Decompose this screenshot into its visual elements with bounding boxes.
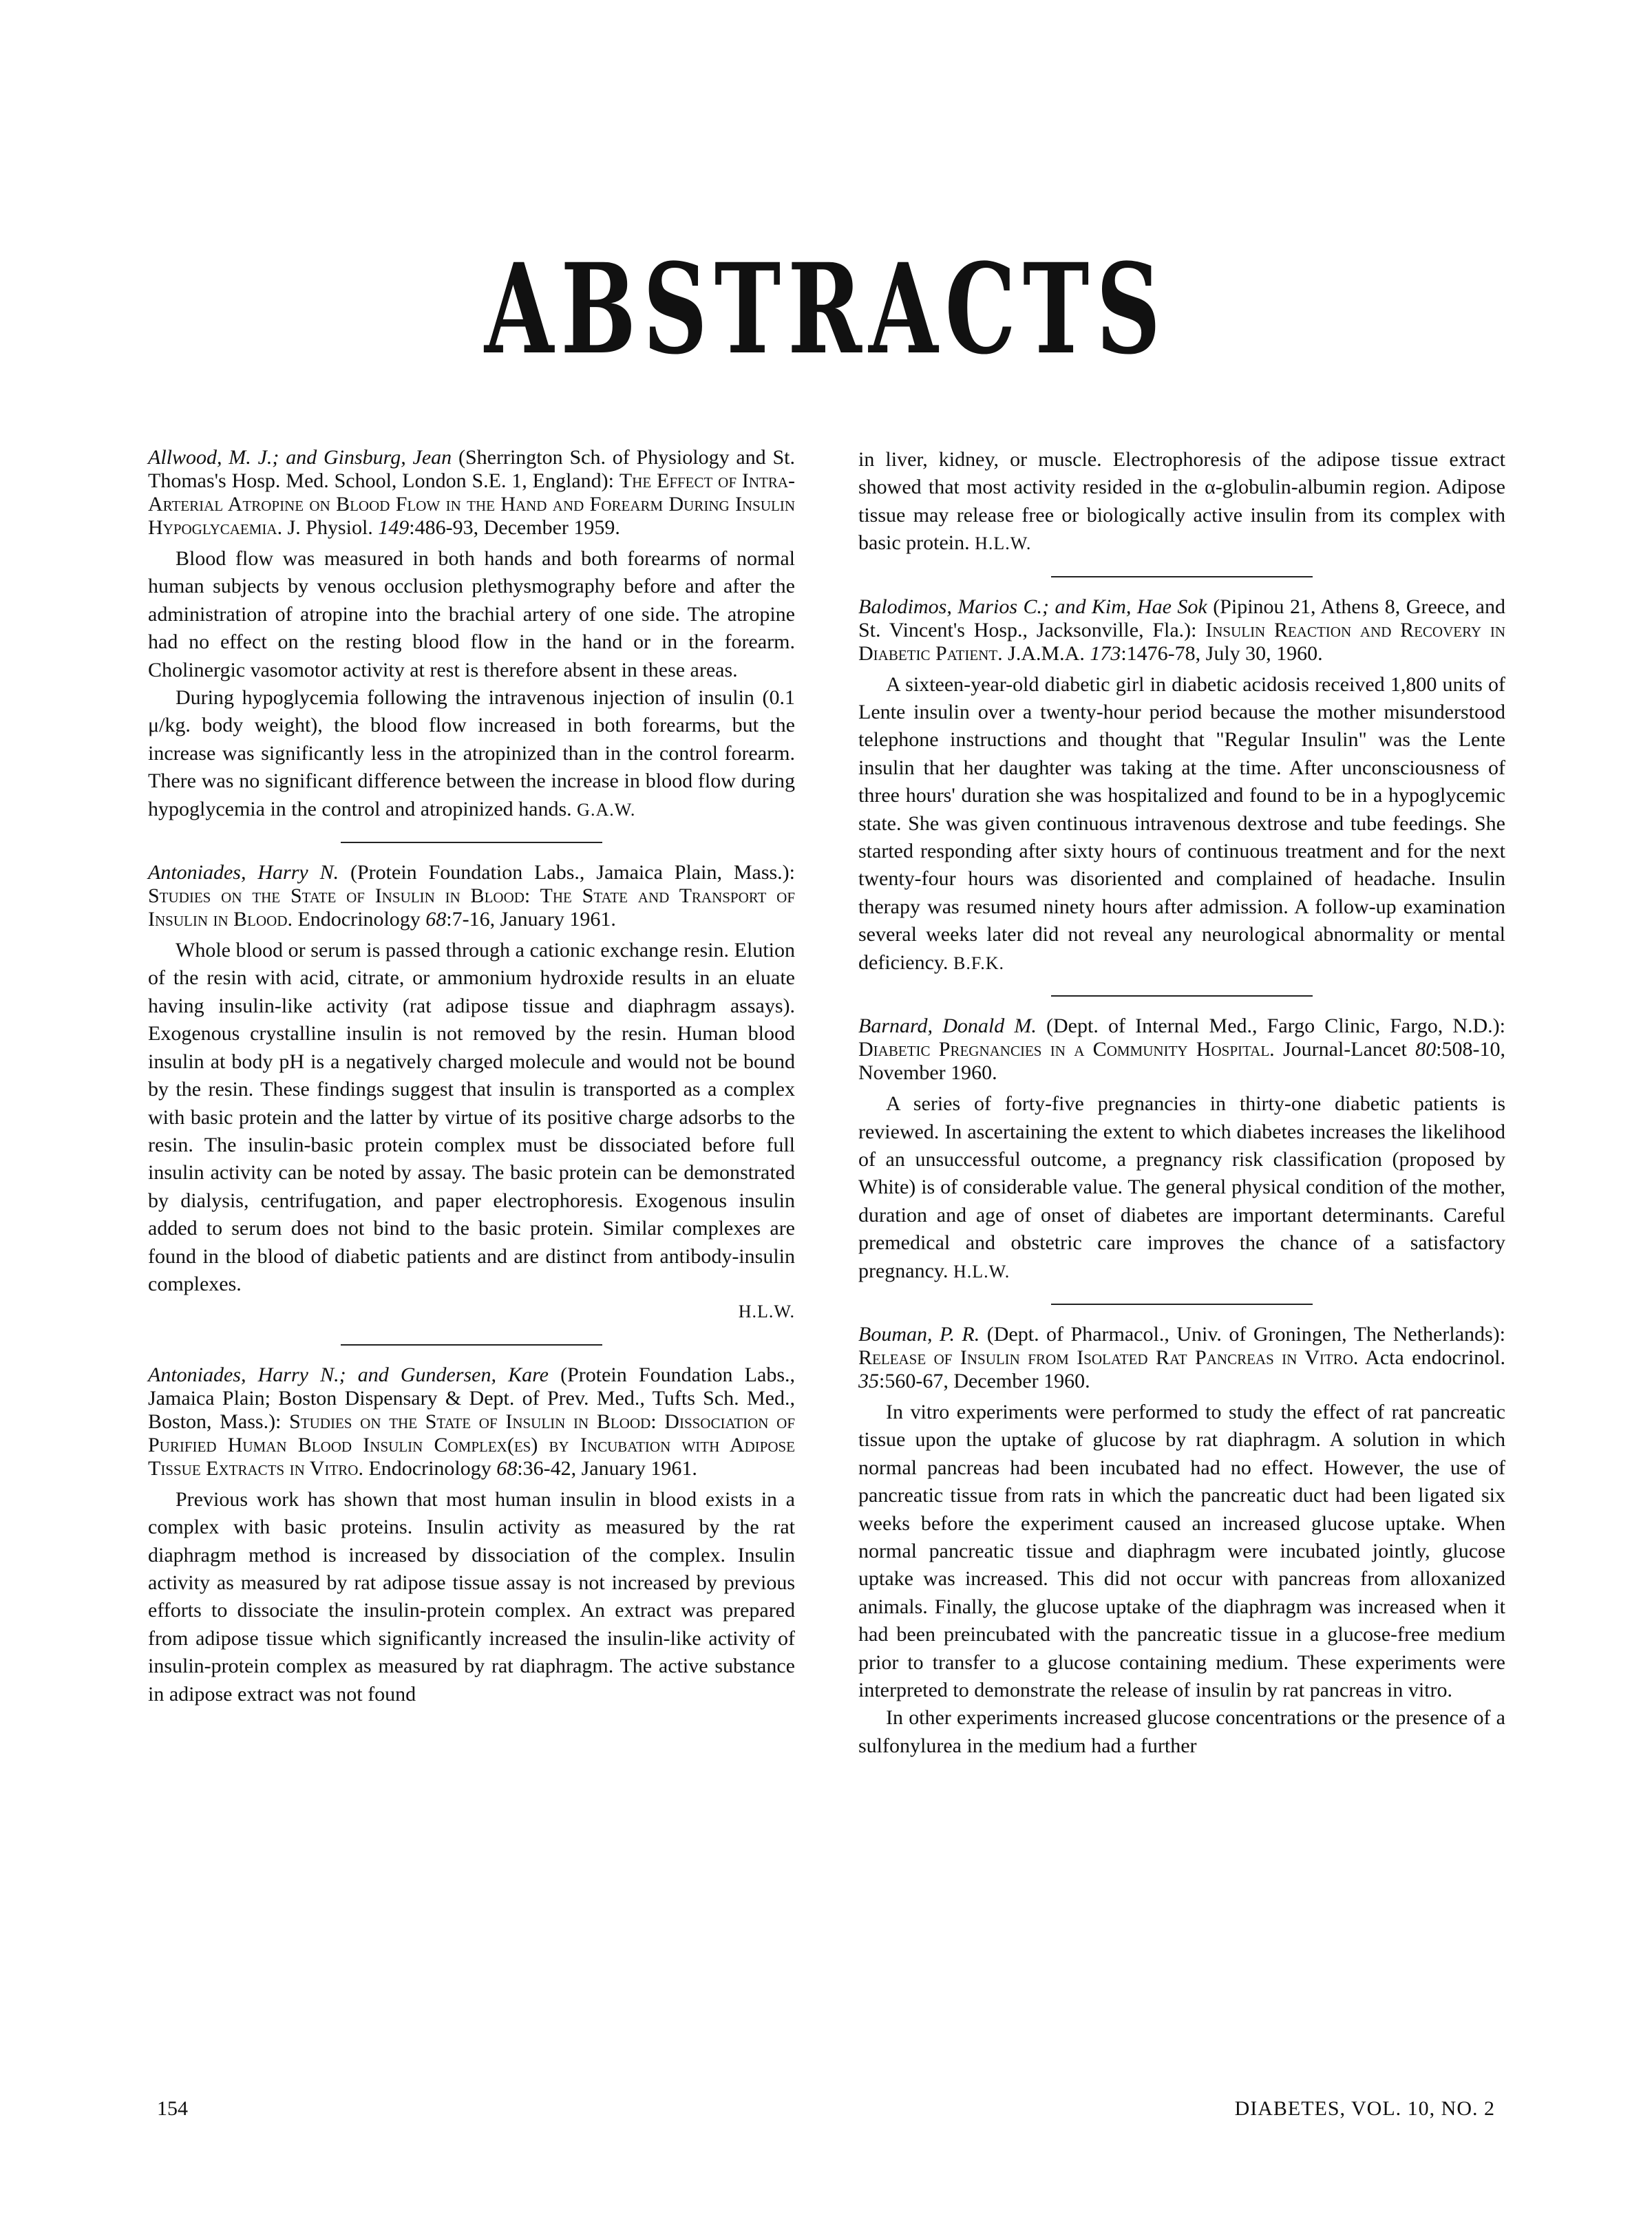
- abstract-paragraph: Whole blood or serum is passed through a cationic exchange resin. Elution of the resin with acid, citrate, or ammonium hydroxide results in an eluate having insulin-like activity (rat adipose tissue and diaphragm assays). Exogenous crystalline insulin is not removed by the resin. Human blood insulin at body pH is a negatively charged molecule and would not be bound by the resin. These findings suggest that insulin is transported as a complex with basic protein and the latter by virtue of its positive charge adsorbs to the resin. The insulin-basic protein complex must be dissociated before full insulin activity can be noted by assay. The basic protein can be demonstrated by dialysis, centrifugation, and paper electrophoresis. Exogenous insulin added to serum does not bind to the basic protein. Similar complexes are found in the blood of diabetic patients and are distinct from antibody-insulin complexes.: [148, 939, 795, 1295]
- abstractor-initials: H.L.W.: [738, 1302, 795, 1322]
- pages-date: :560-67, December 1960.: [879, 1369, 1090, 1392]
- citation: [148, 861, 795, 931]
- citation: [858, 1015, 1505, 1085]
- abstract-allwood: [148, 446, 795, 824]
- citation: [858, 595, 1505, 666]
- abstractor-initials: B.F.K.: [953, 953, 1004, 973]
- abstract-paragraph: Previous work has shown that most human insulin in blood exists in a complex with basic proteins. Insulin activity as measured by the rat diaphragm method is increased by dissociation of the complex. Insulin activity as measured by rat adipose tissue assay is not increased by previous efforts to dissociate the insulin-protein complex. An extract was prepared from adipose tissue which significantly increased the insulin-like activity of insulin-protein complex as measured by rat diaphragm. The active substance in adipose extract was not found: [148, 1487, 795, 1706]
- left-column: [148, 446, 795, 1708]
- abstract-continuation: [858, 446, 1505, 558]
- article-title: Studies on the State of Insulin in Blood: The State and Transport of Insulin in Blood.: [148, 884, 795, 931]
- page-title: ABSTRACTS: [484, 237, 1168, 382]
- volume: 68: [425, 908, 447, 931]
- volume: 173: [1090, 641, 1121, 665]
- abstract-paragraph: Blood flow was measured in both hands and both forearms of normal human subjects by venous occlusion plethysmography before and after the administration of atropine into the brachial artery of one side. The atropine had no effect on the resting blood flow in the hand or in the forearm. Cholinergic vasomotor activity at rest is therefore absent in these areas.: [148, 547, 795, 681]
- abstract-paragraph: [858, 671, 1505, 977]
- paragraph-text: A sixteen-year-old diabetic girl in diabetic acidosis received 1,800 units of Lente insulin over a twenty-hour period because the mother misunderstood telephone instructions and thought that "Regular Insulin" was the Lente insulin that her daughter was taking at the time. After unconsciousness of three hours' duration she was hospitalized and found to be in a hypoglycemic state. She was given continuous intravenous dextrose and tube feedings. She started responding after sixty hours of continuous treatment and for the next twenty-four hours was disoriented and complained of headache. Insulin therapy was resumed ninety hours after admission. A follow-up examination several weeks later did not reveal any neurological abnormality or mental deficiency.: [858, 672, 1505, 974]
- article-title: Release of Insulin from Isolated Rat Pancreas in Vitro.: [858, 1346, 1359, 1369]
- authors: Antoniades, Harry N.; and Gundersen, Kare: [148, 1363, 549, 1386]
- volume: 80: [1415, 1038, 1437, 1061]
- affiliation: (Dept. of Pharmacol., Univ. of Groningen, The Netherlands):: [986, 1322, 1506, 1346]
- affiliation: (Pipinou 21, Athens 8, Greece, and St. Vincent's Hosp., Jacksonville, Fla.):: [858, 595, 1505, 641]
- affiliation: (Protein Foundation Labs., Jamaica Plain, Mass.):: [350, 861, 796, 884]
- divider-rule: [341, 1344, 602, 1346]
- abstract-paragraph: [148, 684, 795, 824]
- abstract-paragraph: In other experiments increased glucose concentrations or the presence of a sulfonylurea in the medium had a further: [858, 1706, 1505, 1757]
- authors: Barnard, Donald M.: [858, 1015, 1037, 1038]
- divider-rule: [341, 842, 602, 843]
- affiliation: (Protein Foundation Labs., Jamaica Plain; Boston Dispensary & Dept. of Prev. Med., Tufts Sch. Med., Boston, Mass.):: [148, 1363, 795, 1433]
- paragraph-text: During hypoglycemia following the intravenous injection of insulin (0.1 μ/kg. body weight), the blood flow increased in both forearms, but the increase was significantly less in the atropinized than in the control forearm. There was no significant difference between the increase in blood flow during hypoglycemia in the control and atropinized hands.: [148, 686, 795, 820]
- abstractor-initials: H.L.W.: [953, 1261, 1010, 1282]
- article-title: Insulin Reaction and Recovery in Diabetic Patient.: [858, 618, 1506, 665]
- citation: [858, 1323, 1505, 1393]
- affiliation: (Sherrington Sch. of Physiology and St. Thomas's Hosp. Med. School, London S.E. 1, England):: [148, 446, 796, 492]
- article-title: The Effect of Intra-Arterial Atropine on Blood Flow in the Hand and Forearm During Insulin Hypoglycaemia.: [148, 469, 796, 539]
- abstractor-initials: G.A.W.: [577, 799, 636, 820]
- abstract-paragraph: [858, 1090, 1505, 1286]
- pages-date: :1476-78, July 30, 1960.: [1121, 641, 1323, 665]
- journal: Endocrinology: [297, 908, 421, 931]
- journal: Acta endocrinol.: [1365, 1346, 1505, 1369]
- page-number: 154: [157, 2097, 188, 2120]
- journal: Journal-Lancet: [1282, 1038, 1407, 1061]
- journal: J.A.M.A.: [1008, 641, 1085, 665]
- paragraph-text: in liver, kidney, or muscle. Electrophoresis of the adipose tissue extract showed that most activity resided in the α-globulin-albumin region. Adipose tissue may release free or biologically active insulin from its complex with basic protein.: [858, 448, 1505, 555]
- divider-rule: [1051, 576, 1313, 577]
- running-footer: DIABETES, VOL. 10, NO. 2: [1234, 2097, 1495, 2120]
- journal: J. Physiol.: [287, 516, 373, 539]
- journal: Endocrinology: [368, 1456, 491, 1480]
- abstract-balodimos: [858, 595, 1505, 977]
- authors: Antoniades, Harry N.: [148, 861, 339, 884]
- divider-rule: [1051, 995, 1313, 997]
- continuation-paragraph: [858, 446, 1505, 558]
- volume: 35: [858, 1369, 879, 1392]
- citation: [148, 446, 795, 540]
- abstract-antoniades: [148, 861, 795, 1326]
- pages-date: :486-93, December 1959.: [409, 516, 620, 539]
- authors: Balodimos, Marios C.; and Kim, Hae Sok: [858, 595, 1207, 618]
- volume: 149: [378, 516, 410, 539]
- abstract-barnard: [858, 1015, 1505, 1286]
- pages-date: :36-42, January 1961.: [517, 1456, 697, 1480]
- paragraph-text: A series of forty-five pregnancies in thirty-one diabetic patients is reviewed. In ascertaining the extent to which diabetes increases the likelihood of an unsuccessful outcome, a pregnancy risk classification (proposed by White) is of considerable value. The general physical condition of the mother, duration and age of onset of diabetes are important determinants. Careful premedical and obstetric care improves the chance of a satisfactory pregnancy.: [858, 1092, 1505, 1282]
- article-title: Studies on the State of Insulin in Blood: Dissociation of Purified Human Blood Insulin Complex(es) by Incubation with Adipose Tissue Extracts in Vitro.: [148, 1410, 796, 1480]
- article-title: Diabetic Pregnancies in a Community Hospital.: [858, 1038, 1275, 1061]
- abstractor-initials: H.L.W.: [975, 533, 1032, 554]
- authors: Bouman, P. R.: [858, 1322, 980, 1346]
- pages-date: :7-16, January 1961.: [446, 908, 616, 931]
- authors: Allwood, M. J.; and Ginsburg, Jean: [148, 446, 452, 469]
- abstract-paragraph: In vitro experiments were performed to study the effect of rat pancreatic tissue upon the uptake of glucose by rat diaphragm. A solution in which normal pancreas had been incubated had no effect. However, the use of pancreatic tissue from rats in which the pancreatic duct had been ligated six weeks before the experiment caused an increased glucose uptake. When normal pancreatic tissue and diaphragm were incubated jointly, glucose uptake was increased. This did not occur with pancreas from alloxanized animals. Finally, the glucose uptake of the diaphragm was increased when it had been preincubated with the pancreatic tissue in a glucose-free medium prior to transfer to a glucose containing medium. These experiments were interpreted to demonstrate the release of insulin by rat pancreas in vitro.: [858, 1400, 1505, 1701]
- citation: [148, 1363, 795, 1480]
- abstract-antoniades-gundersen: [148, 1363, 795, 1708]
- pages-date: :508-10, November 1960.: [858, 1038, 1505, 1085]
- volume: 68: [496, 1456, 518, 1480]
- right-column: [858, 446, 1505, 1760]
- abstract-bouman: [858, 1323, 1505, 1760]
- affiliation: (Dept. of Internal Med., Fargo Clinic, Fargo, N.D.):: [1046, 1015, 1506, 1038]
- divider-rule: [1051, 1304, 1313, 1305]
